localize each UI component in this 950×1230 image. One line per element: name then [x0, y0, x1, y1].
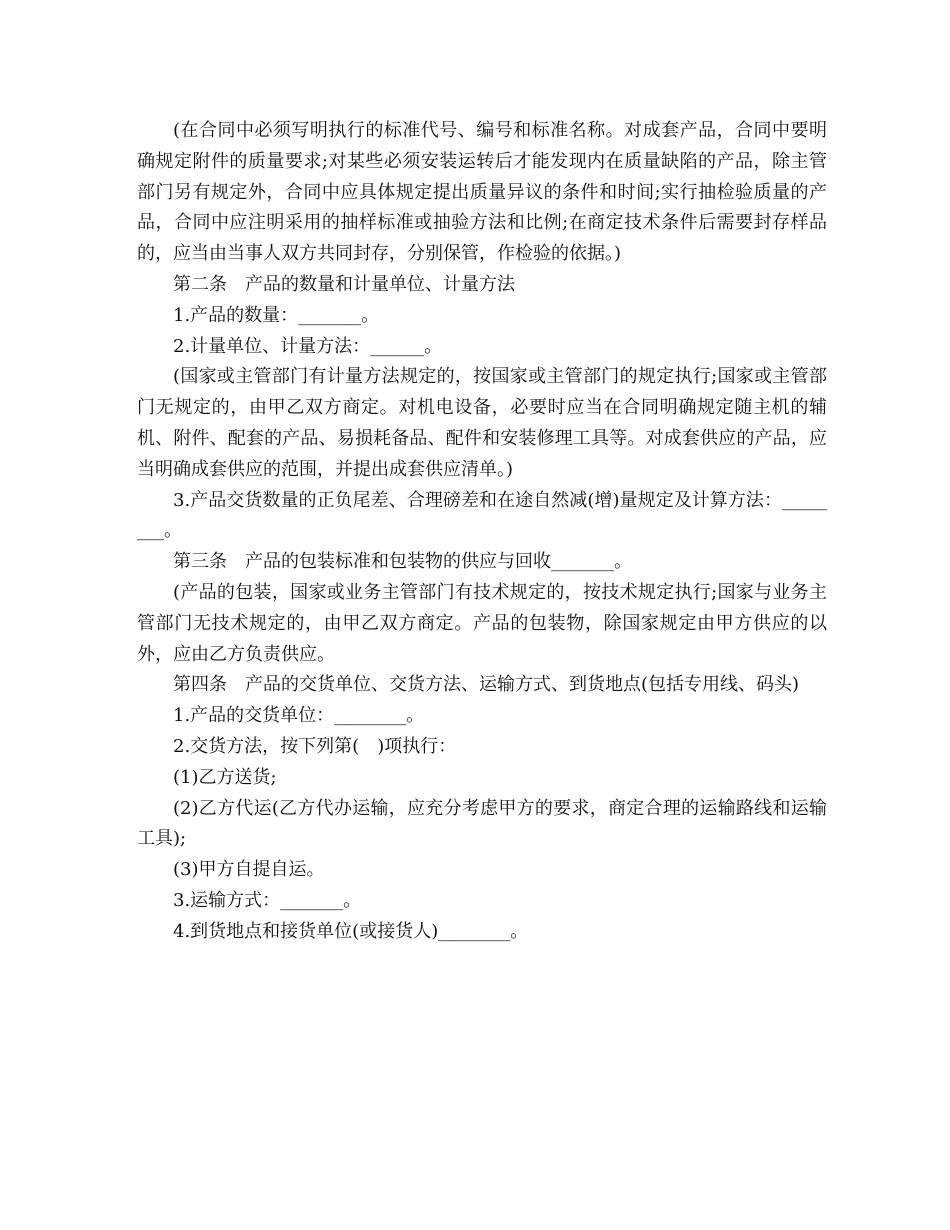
paragraph-quality-notes: (在合同中必须写明执行的标准代号、编号和标准名称。对成套产品，合同中要明确规定附件的质量要求;对某些必须安装运转后才能发现内在质量缺陷的产品，除主管部门另有规定外，合同中应具体规定提出质量异议的条件和时间;实行抽检验质量的产品，合同中应注明采用的抽样标准或抽验方法和比例;在商定技术条件后需要封存样品的，应当由当事人双方共同封存，分别保管，作检验的依据。)	[137, 120, 827, 265]
item-measure-unit: 2.计量单位、计量方法：______。	[173, 335, 443, 357]
item-delivery-method: 2.交货方法，按下列第( )项执行：	[173, 735, 457, 757]
paragraph-measure-notes: (国家或主管部门有计量方法规定的，按国家或主管部门的规定执行;国家或主管部门无规定的，由甲乙双方商定。对机电设备，必要时应当在合同明确规定随主机的辅机、附件、配套的产品、易损耗备品、配件和安装修理工具等。对成套供应的产品，应当明确成套供应的范围，并提出成套供应清单。)	[137, 366, 827, 480]
document-body	[137, 116, 827, 948]
heading-article-4: 第四条 产品的交货单位、交货方法、运输方式、到货地点(包括专用线、码头)	[173, 674, 800, 696]
item-transport-mode: 3.运输方式：_______。	[173, 889, 362, 911]
option-buyer-pickup: (3)甲方自提自运。	[173, 859, 325, 881]
item-quantity-tolerance: 3.产品交货数量的正负尾差、合理磅差和在途自然减(增)量规定及计算方法：________。	[137, 489, 827, 542]
option-seller-shipping: (2)乙方代运(乙方代办运输，应充分考虑甲方的要求，商定合理的运输路线和运输工具);	[137, 797, 827, 850]
heading-article-2: 第二条 产品的数量和计量单位、计量方法	[173, 273, 515, 295]
item-arrival-place: 4.到货地点和接货单位(或接货人)________。	[173, 920, 529, 942]
option-seller-delivery: (1)乙方送货;	[173, 766, 277, 788]
item-delivery-unit: 1.产品的交货单位：________。	[173, 705, 425, 727]
item-product-quantity: 1.产品的数量：_______。	[173, 304, 380, 326]
paragraph-packaging-notes: (产品的包装，国家或业务主管部门有技术规定的，按技术规定执行;国家与业务主管部门无技术规定的，由甲乙双方商定。产品的包装物，除国家规定由甲方供应的以外，应由乙方负责供应。	[137, 581, 827, 665]
heading-article-3: 第三条 产品的包装标准和包装物的供应与回收_______。	[173, 551, 632, 573]
